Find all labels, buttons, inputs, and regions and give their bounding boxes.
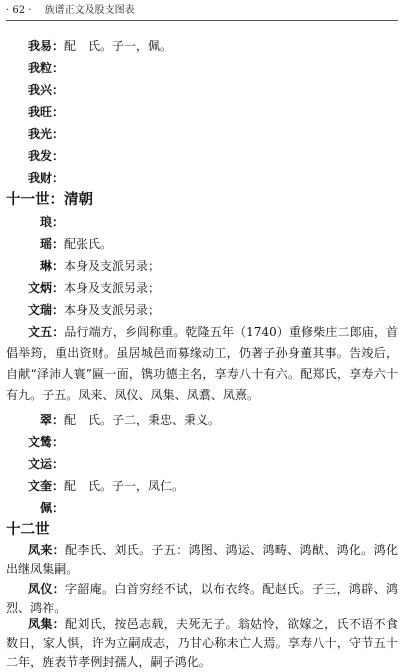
entry-text: 配李氏、刘氏。子五：鸿图、鸿运、鸿畴、鸿猷、鸿化。鸿化出继凤集嗣。 [6, 543, 398, 576]
entry [40, 412, 220, 428]
person-name: 文鸶： [28, 435, 65, 449]
entry-text: 本身及支派另录； [64, 281, 161, 295]
page-header [6, 4, 398, 18]
running-title: 族谱正文及股支图表 [44, 5, 135, 16]
entry-paragraph [6, 322, 398, 406]
person-name: 文奎： [28, 479, 65, 493]
entry [40, 236, 112, 252]
entry-text: 字韶庵。白首穷经不试，以布衣终。配赵氏。子三，鸿辟、鸿烈、鸿祚。 [6, 582, 398, 615]
entry [28, 148, 64, 164]
person-name: 凤集： [28, 617, 66, 631]
entry [28, 170, 64, 186]
entry [28, 478, 184, 494]
entry-paragraph [6, 580, 398, 618]
entry-paragraph [6, 541, 398, 579]
person-name: 瑶： [40, 237, 65, 251]
entry-text: 本身及支派另录； [64, 259, 161, 273]
entry [28, 104, 64, 120]
entry [28, 60, 64, 76]
entry-text: 本身及支派另录； [64, 303, 161, 317]
person-name: 我光： [28, 127, 65, 141]
person-name: 我粒： [28, 61, 65, 75]
person-name: 文瑞： [28, 303, 65, 317]
person-name: 我兴： [28, 83, 65, 97]
entry-text: 配刘氏，按邑志载，夫死无子。翁姑怜，欲嫁之，氏不语不食数日，家人惧，许为立嗣成志，乃甘心称未亡人焉。享寿八十，守节五十二年，旌表节孝例封孺人，嗣子鸿化。 [6, 617, 398, 669]
person-name: 文炳： [28, 281, 65, 295]
person-name: 文五： [28, 325, 65, 339]
entry [28, 82, 64, 98]
entry-text: 配 氏。子一，佩。 [64, 39, 173, 53]
entry [28, 456, 64, 472]
person-name: 琅： [40, 215, 65, 229]
entry [40, 258, 160, 274]
person-name: 我财： [28, 171, 65, 185]
entry [28, 280, 160, 296]
entry-text: 品行端方，乡闾称重。乾隆五年（1740）重修柴庄二郎庙，首倡举筠，重出资财。虽居城邑而募缘动工，仍著子孙身董其事。告竣后，自献“泽沛人寰”匾一面，镌功德主名，享寿八十有六。配郑氏，享寿六十有九。子五。凤来、凤仪、凤集、凤翥、凤熹。 [6, 325, 398, 402]
person-name: 凤来： [28, 543, 66, 557]
entry [28, 126, 64, 142]
person-name: 我发： [28, 149, 65, 163]
person-name: 我旺： [28, 105, 65, 119]
person-name: 佩： [40, 501, 65, 515]
generation-heading: 十一世：清朝 [6, 191, 93, 208]
person-name: 文运： [28, 457, 65, 471]
page-number: · 62 · [6, 5, 32, 16]
entry [28, 38, 172, 54]
entry [28, 302, 160, 318]
person-name: 琳： [40, 259, 65, 273]
entry-text: 配 氏。子二，秉忠、秉义。 [64, 413, 221, 427]
generation-heading: 十二世 [6, 521, 50, 538]
entry-paragraph [6, 615, 398, 672]
person-name: 凤仪： [28, 582, 66, 596]
header-rule [6, 20, 398, 21]
person-name: 我易： [28, 39, 65, 53]
entry [40, 500, 64, 516]
entry-text: 配 氏。子一，凤仁。 [64, 479, 185, 493]
person-name: 翠： [40, 413, 65, 427]
entry-text: 配张氏。 [64, 237, 113, 251]
entry [28, 434, 64, 450]
entry [40, 214, 64, 230]
